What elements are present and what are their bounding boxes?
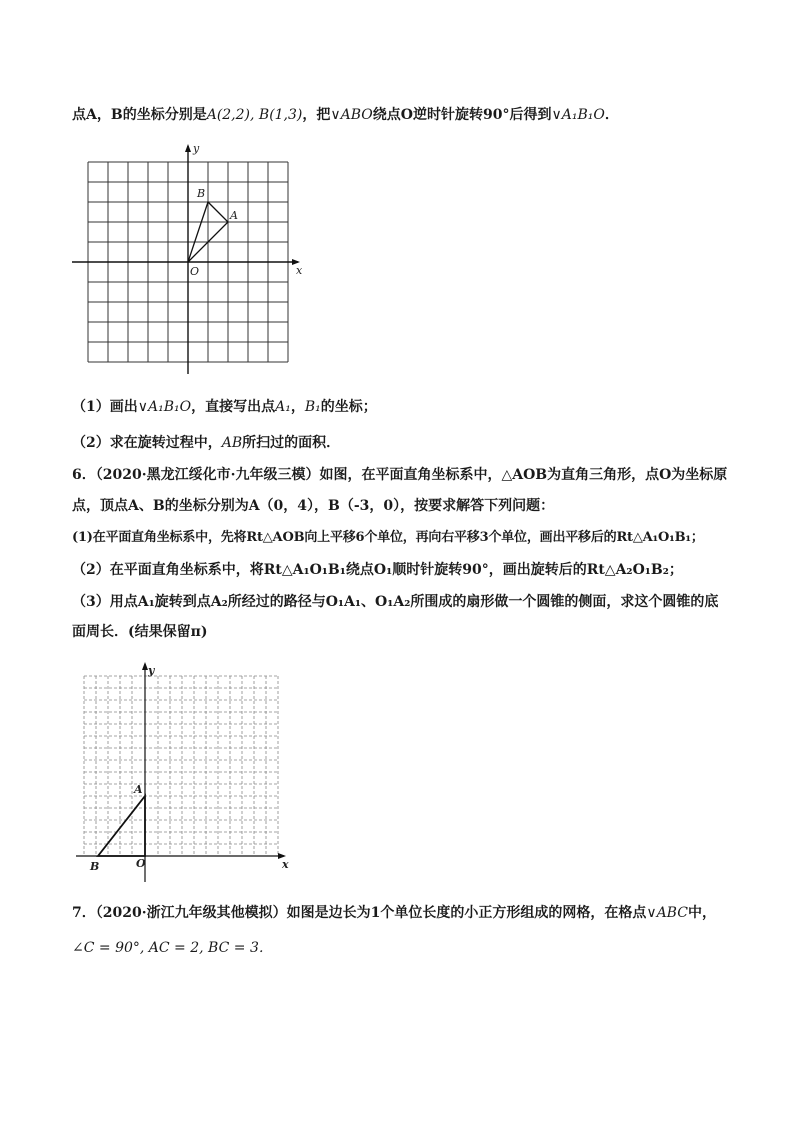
q5-1-text-1: （1）画出 [72, 399, 138, 415]
question-6-step-3b: 面周长．(结果保留π) [72, 624, 208, 640]
figure-2-gridlines [84, 676, 278, 856]
question-7-line-2: ∠C = 90°, AC = 2, BC = 3． [72, 940, 273, 956]
intro-math-3: ∨A₁B₁O [551, 107, 605, 123]
q5-1-text-3: ， [290, 399, 305, 415]
figure-2-label-a: A [134, 783, 143, 796]
intro-line [72, 105, 619, 125]
intro-text-4: ． [604, 107, 619, 123]
q7-text-2: 中， [687, 905, 716, 921]
intro-text-3: 绕点O逆时针旋转90°后得到 [372, 107, 552, 123]
question-6-line-1: 6．（2020·黑龙江绥化市·九年级三模）如图，在平面直角坐标系中，△AOB为直角三角形，点O为坐标原 [72, 467, 728, 483]
question-6-step-1: (1)在平面直角坐标系中，先将Rt△AOB向上平移6个单位，再向右平移3个单位，画出平移后的Rt△A₁O₁B₁； [72, 530, 704, 545]
question-6-step-2: （2）在平面直角坐标系中，将Rt△A₁O₁B₁绕点O₁顺时针旋转90°，画出旋转后的Rt△A₂O₁B₂； [72, 562, 683, 578]
intro-math-1: A(2,2), B(1,3) [206, 107, 303, 123]
q5-1-math-2: A₁ [275, 399, 291, 415]
intro-math-2: ∨ABO [330, 107, 373, 123]
question-7-line-1 [72, 903, 716, 923]
figure-2-label-o: O [136, 857, 146, 870]
q5-2-text-1: （2）求在旋转过程中， [72, 435, 222, 451]
figure-2-label-b: B [90, 860, 100, 873]
figure-1-y-arrow [185, 144, 191, 152]
question-6-step-3a: （3）用点A₁旋转到点A₂所经过的路径与O₁A₁、O₁A₂所围成的扇形做一个圆锥的侧面，求这个圆锥的底 [72, 594, 719, 610]
question-5-part-1 [72, 397, 377, 417]
q5-1-math-1: ∨A₁B₁O [137, 399, 192, 415]
question-6-line-2: 点，顶点A、B的坐标分别为A（0，4），B（-3，0），按要求解答下列问题： [72, 498, 555, 514]
question-5-part-2 [72, 433, 340, 453]
intro-text-2: ，把 [302, 107, 331, 123]
figure-1-label-b: B [197, 187, 206, 200]
figure-1-grid [70, 140, 310, 380]
q5-2-text-2: 所扫过的面积． [242, 435, 341, 451]
figure-2-label-x: x [282, 858, 289, 871]
triangle-aob [98, 796, 145, 856]
q5-1-math-3: B₁ [304, 399, 321, 415]
figure-2-label-y: y [148, 664, 155, 677]
figure-1-label-x: x [296, 264, 303, 277]
figure-1-label-a: A [230, 209, 238, 222]
intro-text-1: 点A，B的坐标分别是 [72, 107, 207, 123]
q5-1-text-2: ，直接写出点 [191, 399, 276, 415]
q7-math-1: ∨ABC [646, 905, 688, 921]
figure-1-label-o: O [190, 265, 200, 278]
figure-1-label-y: y [193, 142, 200, 155]
q7-text-1: 7．（2020·浙江九年级其他模拟）如图是边长为1个单位长度的小正方形组成的网格，在格点 [72, 905, 647, 921]
q5-2-math-1: AB [221, 435, 243, 451]
figure-2-grid [72, 658, 302, 883]
q5-1-text-4: 的坐标； [320, 399, 377, 415]
